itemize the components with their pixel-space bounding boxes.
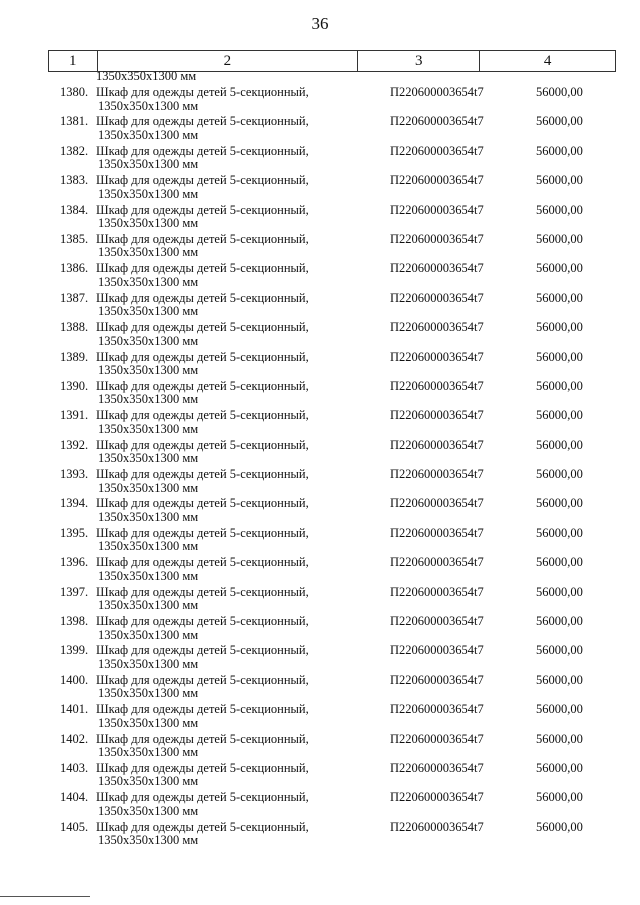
- item-name: Шкаф для одежды детей 5-секционный,: [96, 790, 309, 805]
- row-number: 1383.: [60, 173, 89, 188]
- item-description: [96, 821, 356, 848]
- item-description: [96, 174, 356, 201]
- item-price: 56000,00: [536, 643, 583, 658]
- item-dimensions: 1350x350x1300 мм: [98, 803, 199, 818]
- item-price: 56000,00: [536, 584, 583, 599]
- inventory-code: П220600003654t7: [390, 467, 484, 482]
- row-number: 1394.: [60, 496, 89, 511]
- row-number: 1400.: [60, 672, 89, 687]
- item-price: 56000,00: [536, 349, 583, 364]
- table-row: [0, 703, 640, 732]
- page-number: 36: [311, 14, 329, 33]
- column-header-2: 2: [97, 51, 358, 71]
- item-price: 56000,00: [536, 819, 583, 834]
- table-row: [0, 233, 640, 262]
- table-row: [0, 204, 640, 233]
- row-number: 1385.: [60, 231, 89, 246]
- table-row: [0, 174, 640, 203]
- inventory-code: П220600003654t7: [390, 555, 484, 570]
- item-name: Шкаф для одежды детей 5-секционный,: [96, 555, 309, 570]
- row-number: 1387.: [60, 290, 89, 305]
- item-description: [96, 204, 356, 231]
- item-description: [96, 556, 356, 583]
- item-price: 56000,00: [536, 202, 583, 217]
- inventory-code: П220600003654t7: [390, 643, 484, 658]
- item-dimensions: 1350x350x1300 мм: [98, 686, 199, 701]
- item-price: 56000,00: [536, 614, 583, 629]
- item-dimensions: 1350x350x1300 мм: [98, 745, 199, 760]
- item-description: [96, 497, 356, 524]
- row-number: 1390.: [60, 378, 89, 393]
- item-price: 56000,00: [536, 261, 583, 276]
- inventory-code: П220600003654t7: [390, 261, 484, 276]
- item-price: 56000,00: [536, 702, 583, 717]
- row-number: 1401.: [60, 702, 89, 717]
- item-name: Шкаф для одежды детей 5-секционный,: [96, 643, 309, 658]
- item-dimensions: 1350x350x1300 мм: [98, 216, 199, 231]
- item-dimensions: 1350x350x1300 мм: [98, 245, 199, 260]
- table-row: [0, 556, 640, 585]
- item-description: [96, 292, 356, 319]
- table-row: [0, 674, 640, 703]
- inventory-code: П220600003654t7: [390, 202, 484, 217]
- inventory-code: П220600003654t7: [390, 819, 484, 834]
- inventory-code: П220600003654t7: [390, 290, 484, 305]
- item-name: Шкаф для одежды детей 5-секционный,: [96, 496, 309, 511]
- item-description: [96, 615, 356, 642]
- item-price: 56000,00: [536, 437, 583, 452]
- item-name: Шкаф для одежды детей 5-секционный,: [96, 672, 309, 687]
- inventory-code: П220600003654t7: [390, 114, 484, 129]
- row-number: 1391.: [60, 408, 89, 423]
- item-name: Шкаф для одежды детей 5-секционный,: [96, 261, 309, 276]
- table-row: [0, 615, 640, 644]
- inventory-code: П220600003654t7: [390, 760, 484, 775]
- table-row: [0, 821, 640, 850]
- table-row: [0, 321, 640, 350]
- item-dimensions: 1350x350x1300 мм: [98, 392, 199, 407]
- item-dimensions: 1350x350x1300 мм: [98, 715, 199, 730]
- item-price: 56000,00: [536, 85, 583, 99]
- item-name: Шкаф для одежды детей 5-секционный,: [96, 467, 309, 482]
- item-name: Шкаф для одежды детей 5-секционный,: [96, 143, 309, 158]
- item-price: 56000,00: [536, 173, 583, 188]
- item-description: [96, 321, 356, 348]
- item-description: [96, 527, 356, 554]
- inventory-code: П220600003654t7: [390, 584, 484, 599]
- item-price: 56000,00: [536, 114, 583, 129]
- item-description: [96, 791, 356, 818]
- table-row: [0, 586, 640, 615]
- table-row: [0, 527, 640, 556]
- item-name: Шкаф для одежды детей 5-секционный,: [96, 437, 309, 452]
- item-name: Шкаф для одежды детей 5-секционный,: [96, 202, 309, 217]
- inventory-code: П220600003654t7: [390, 408, 484, 423]
- row-number: 1397.: [60, 584, 89, 599]
- item-price: 56000,00: [536, 143, 583, 158]
- row-number: 1381.: [60, 114, 89, 129]
- item-price: 56000,00: [536, 731, 583, 746]
- inventory-code: П220600003654t7: [390, 731, 484, 746]
- item-name: Шкаф для одежды детей 5-секционный,: [96, 173, 309, 188]
- item-description: [96, 409, 356, 436]
- item-dimensions: 1350x350x1300 мм: [98, 774, 199, 789]
- item-dimensions: 1350x350x1300 мм: [98, 363, 199, 378]
- item-name: Шкаф для одежды детей 5-секционный,: [96, 290, 309, 305]
- item-description: [96, 733, 356, 760]
- item-dimensions: 1350x350x1300 мм: [98, 509, 199, 524]
- table-row: [0, 115, 640, 144]
- item-price: 56000,00: [536, 290, 583, 305]
- table-row: [0, 439, 640, 468]
- item-price: 56000,00: [536, 378, 583, 393]
- row-number: 1399.: [60, 643, 89, 658]
- item-dimensions: 1350x350x1300 мм: [98, 186, 199, 201]
- item-dimensions: 1350x350x1300 мм: [98, 833, 199, 848]
- row-number: 1395.: [60, 525, 89, 540]
- row-number: 1396.: [60, 555, 89, 570]
- row-number: 1402.: [60, 731, 89, 746]
- row-number: 1403.: [60, 760, 89, 775]
- row-number: 1382.: [60, 143, 89, 158]
- item-description: [96, 586, 356, 613]
- row-number: 1393.: [60, 467, 89, 482]
- item-price: 56000,00: [536, 760, 583, 775]
- item-dimensions: 1350x350x1300 мм: [98, 127, 199, 142]
- item-description: [96, 351, 356, 378]
- item-description: [96, 468, 356, 495]
- table-row: [0, 497, 640, 526]
- table-row: [0, 86, 640, 115]
- row-number: 1386.: [60, 261, 89, 276]
- table-row: [0, 791, 640, 820]
- inventory-code: П220600003654t7: [390, 378, 484, 393]
- item-dimensions: 1350x350x1300 мм: [98, 539, 199, 554]
- inventory-code: П220600003654t7: [390, 672, 484, 687]
- item-name: Шкаф для одежды детей 5-секционный,: [96, 408, 309, 423]
- table-row: [0, 380, 640, 409]
- table-row: [0, 145, 640, 174]
- item-name: Шкаф для одежды детей 5-секционный,: [96, 760, 309, 775]
- item-price: 56000,00: [536, 408, 583, 423]
- item-price: 56000,00: [536, 496, 583, 511]
- item-dimensions: 1350x350x1300 мм: [98, 421, 199, 436]
- inventory-code: П220600003654t7: [390, 173, 484, 188]
- item-dimensions: 1350x350x1300 мм: [98, 568, 199, 583]
- item-name: Шкаф для одежды детей 5-секционный,: [96, 614, 309, 629]
- item-dimensions: 1350x350x1300 мм: [98, 274, 199, 289]
- item-dimensions: 1350x350x1300 мм: [98, 656, 199, 671]
- item-dimensions: 1350x350x1300 мм: [98, 333, 199, 348]
- row-number: 1404.: [60, 790, 89, 805]
- item-price: 56000,00: [536, 231, 583, 246]
- item-description: [96, 439, 356, 466]
- item-name: Шкаф для одежды детей 5-секционный,: [96, 819, 309, 834]
- row-number: 1380.: [60, 85, 89, 99]
- table-row: [0, 468, 640, 497]
- table-row: [0, 409, 640, 438]
- item-name: Шкаф для одежды детей 5-секционный,: [96, 702, 309, 717]
- row-number: 1392.: [60, 437, 89, 452]
- inventory-code: П220600003654t7: [390, 437, 484, 452]
- item-dimensions: 1350x350x1300 мм: [98, 480, 199, 495]
- item-name: Шкаф для одежды детей 5-секционный,: [96, 85, 309, 99]
- inventory-code: П220600003654t7: [390, 231, 484, 246]
- item-name: Шкаф для одежды детей 5-секционный,: [96, 114, 309, 129]
- table-row: [0, 762, 640, 791]
- column-header-4: 4: [479, 51, 616, 71]
- item-description: [96, 233, 356, 260]
- item-price: 56000,00: [536, 467, 583, 482]
- row-number: 1384.: [60, 202, 89, 217]
- item-dimensions: 1350x350x1300 мм: [98, 157, 199, 172]
- item-description: [96, 762, 356, 789]
- row-number: 1388.: [60, 320, 89, 335]
- table-row: [0, 292, 640, 321]
- item-dimensions: 1350x350x1300 мм: [98, 598, 199, 613]
- table-row: [0, 644, 640, 673]
- inventory-code: П220600003654t7: [390, 790, 484, 805]
- item-description: [96, 703, 356, 730]
- item-dimensions: 1350x350x1300 мм: [98, 304, 199, 319]
- item-description: [96, 145, 356, 172]
- item-price: 56000,00: [536, 525, 583, 540]
- item-name: Шкаф для одежды детей 5-секционный,: [96, 525, 309, 540]
- row-number: 1405.: [60, 819, 89, 834]
- inventory-code: П220600003654t7: [390, 496, 484, 511]
- item-description: [96, 262, 356, 289]
- item-description: [96, 86, 356, 113]
- inventory-code: П220600003654t7: [390, 85, 484, 99]
- row-number: 1389.: [60, 349, 89, 364]
- item-name: Шкаф для одежды детей 5-секционный,: [96, 231, 309, 246]
- item-name: Шкаф для одежды детей 5-секционный,: [96, 584, 309, 599]
- footer-divider: [0, 896, 90, 897]
- item-description: [96, 644, 356, 671]
- carry-over-dimensions: 1350x350x1300 мм: [96, 69, 197, 83]
- item-description: [96, 380, 356, 407]
- item-description: [96, 674, 356, 701]
- column-header-3: 3: [357, 51, 479, 71]
- item-name: Шкаф для одежды детей 5-секционный,: [96, 349, 309, 364]
- item-name: Шкаф для одежды детей 5-секционный,: [96, 320, 309, 335]
- column-header-1: 1: [48, 51, 97, 71]
- item-price: 56000,00: [536, 672, 583, 687]
- item-name: Шкаф для одежды детей 5-секционный,: [96, 731, 309, 746]
- inventory-code: П220600003654t7: [390, 614, 484, 629]
- table-row: [0, 351, 640, 380]
- inventory-code: П220600003654t7: [390, 525, 484, 540]
- item-dimensions: 1350x350x1300 мм: [98, 451, 199, 466]
- item-price: 56000,00: [536, 320, 583, 335]
- item-price: 56000,00: [536, 555, 583, 570]
- item-dimensions: 1350x350x1300 мм: [98, 627, 199, 642]
- item-price: 56000,00: [536, 790, 583, 805]
- inventory-code: П220600003654t7: [390, 702, 484, 717]
- row-number: 1398.: [60, 614, 89, 629]
- table-row: [0, 262, 640, 291]
- table-body: [0, 86, 640, 850]
- inventory-code: П220600003654t7: [390, 143, 484, 158]
- item-name: Шкаф для одежды детей 5-секционный,: [96, 378, 309, 393]
- item-description: [96, 115, 356, 142]
- table-row: [0, 733, 640, 762]
- inventory-code: П220600003654t7: [390, 320, 484, 335]
- item-dimensions: 1350x350x1300 мм: [98, 98, 199, 113]
- inventory-code: П220600003654t7: [390, 349, 484, 364]
